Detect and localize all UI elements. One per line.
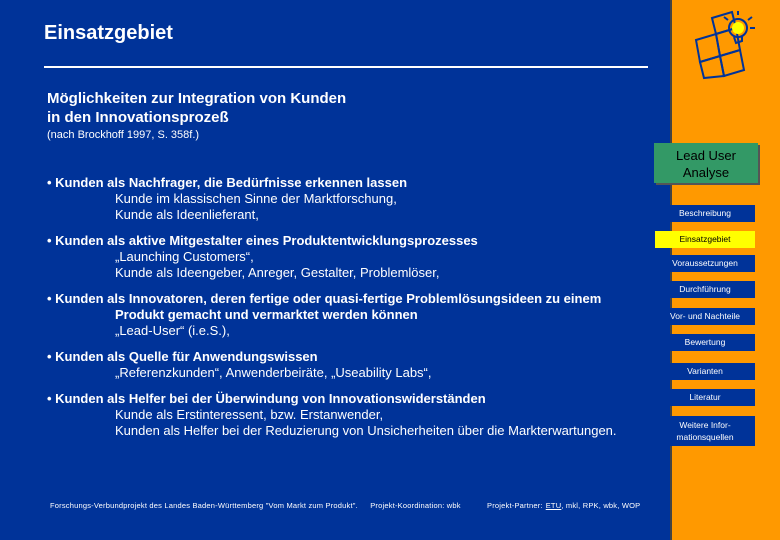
bullet-sub: „Lead-User“ (i.e.S.), — [115, 323, 230, 338]
subtitle — [47, 89, 346, 127]
nav-beschreibung-button[interactable]: Beschreibung — [655, 205, 755, 222]
footer-coordination: Projekt-Koordination: wbk — [370, 501, 461, 510]
bullet-sub: Kunde im klassischen Sinne der Marktforschung, — [115, 191, 397, 206]
bullet-head: • Kunden als Quelle für Anwendungswissen — [47, 349, 318, 364]
bullet-head: • Kunden als Nachfrager, die Bedürfnisse erkennen lassen — [47, 175, 408, 190]
bullet-sub: Kunden als Helfer bei der Reduzierung von Unsicherheiten über die Markterwartungen. — [115, 423, 617, 438]
footer-partner-link[interactable]: ETU — [545, 501, 562, 510]
source-citation: (nach Brockhoff 1997, S. 358f.) — [47, 129, 200, 141]
bullet-item — [47, 233, 667, 281]
bullet-sub: Kunde als Ideengeber, Anreger, Gestalter, Problemlöser, — [115, 265, 440, 280]
bullet-item — [47, 349, 667, 381]
subtitle-line-1: Möglichkeiten zur Integration von Kunden — [47, 90, 347, 107]
nav-durchfuehrung-button[interactable]: Durchführung — [655, 281, 755, 298]
nav-weitere-informationsquellen-button[interactable]: Weitere Infor- mationsquellen — [655, 416, 755, 446]
bullet-sub: „Launching Customers“, — [115, 249, 254, 264]
bullet-list — [47, 175, 667, 449]
bullet-item — [47, 291, 667, 339]
page-title: Einsatzgebiet — [44, 22, 173, 44]
nav-einsatzgebiet-button[interactable]: Einsatzgebiet — [655, 231, 755, 248]
bullet-sub: Kunde als Ideenlieferant, — [115, 207, 259, 222]
bullet-item — [47, 175, 667, 223]
subtitle-line-2: in den Innovationsprozeß — [47, 109, 229, 126]
bullet-item — [47, 391, 667, 439]
footer — [50, 501, 660, 510]
footer-partners: Projekt-Partner: ETU, mkl, RPK, wbk, WOP — [487, 501, 641, 510]
footer-project: Forschungs-Verbundprojekt des Landes Baden-Württemberg "Vom Markt zum Produkt". — [50, 501, 358, 510]
lead-user-analyse-box: Lead User Analyse — [654, 143, 758, 183]
nav-varianten-button[interactable]: Varianten — [655, 363, 755, 380]
bullet-head: • Kunden als Innovatoren, deren fertige oder quasi-fertige Problemlösungsideen zu einem — [47, 291, 602, 306]
bullet-sub: „Referenzkunden“, Anwenderbeiräte, „Useability Labs“, — [115, 365, 432, 380]
bullet-head: • Kunden als Helfer bei der Überwindung von Innovationswiderständen — [47, 391, 486, 406]
bullet-sub: Kunde als Erstinteressent, bzw. Erstanwender, — [115, 407, 384, 422]
title-divider — [44, 66, 648, 68]
bullet-sub: Produkt gemacht und vermarktet werden können — [115, 307, 418, 322]
grid-lightbulb-logo-icon — [690, 10, 760, 80]
nav-vor-und-nachteile-button[interactable]: Vor- und Nachteile — [655, 308, 755, 325]
nav-literatur-button[interactable]: Literatur — [655, 389, 755, 406]
bullet-head: • Kunden als aktive Mitgestalter eines Produktentwicklungsprozesses — [47, 233, 478, 248]
nav-bewertung-button[interactable]: Bewertung — [655, 334, 755, 351]
nav-voraussetzungen-button[interactable]: Voraussetzungen — [655, 255, 755, 272]
